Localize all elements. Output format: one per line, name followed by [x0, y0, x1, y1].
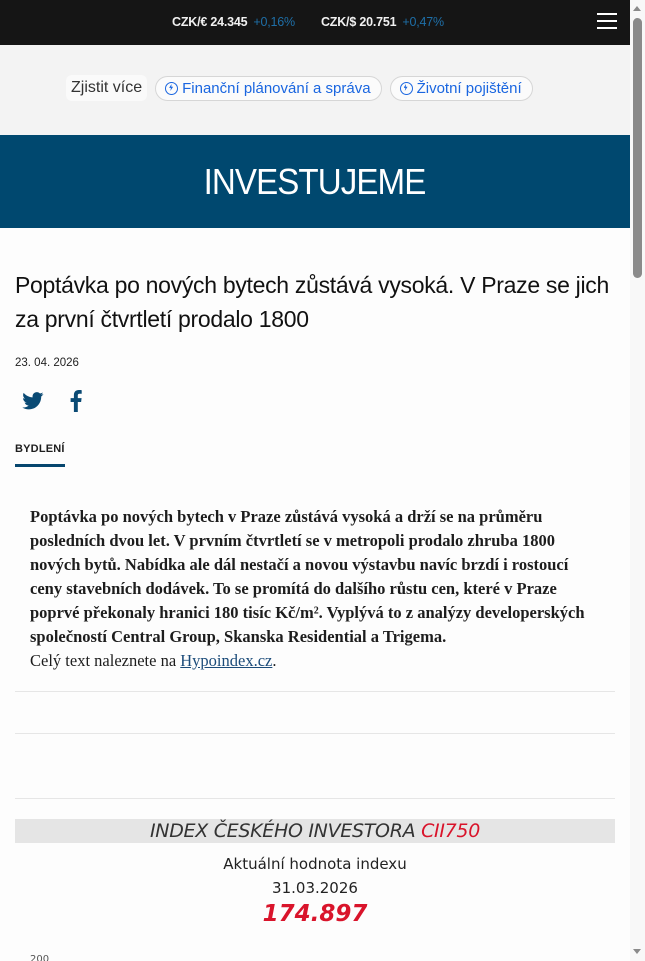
scroll-down-arrow-icon[interactable] — [633, 949, 641, 954]
investor-index-widget — [15, 819, 615, 928]
divider — [15, 691, 615, 692]
article-perex — [30, 505, 600, 673]
ticker-change: +0,16% — [253, 15, 295, 29]
perex-text: Poptávka po nových bytech v Praze zůstává vysoká a drží se na průměru posledních dvou let. V prvním čtvrtletí se v metropoli prodalo zhruba 1800 nových bytů. Nabídka ale dál nestačí a novou výstavbu navíc brzdí i rostoucí ceny stavebních dodávek. To se promítá do dalšího růstu cen, které v Praze poprvé překonaly hranici 180 tisíc Kč/m². Vyplývá to z analýzy developerských společností Central Group, Skanska Residential a Trigema. — [30, 507, 585, 646]
scrollbar-thumb[interactable] — [633, 18, 642, 278]
bolt-circle-icon — [400, 82, 413, 95]
article-date: 23. 04. 2026 — [15, 357, 79, 369]
chip-zivotni-pojisteni[interactable] — [390, 76, 533, 101]
hypoindex-link[interactable]: Hypoindex.cz — [180, 651, 273, 670]
twitter-icon[interactable] — [22, 392, 44, 410]
ad-link-chips — [0, 45, 630, 135]
share-buttons — [15, 386, 615, 416]
divider — [15, 733, 615, 734]
brand-logo[interactable]: INVESTUJEME — [204, 160, 426, 202]
chip-label: Životní pojištění — [416, 79, 522, 97]
vertical-scrollbar[interactable] — [630, 0, 645, 961]
hamburger-menu-icon[interactable] — [597, 13, 617, 31]
ticker-pair: CZK/$ 20.751 — [320, 15, 397, 29]
index-code: CII750 — [421, 820, 481, 842]
chart-axis-tick: 200 — [30, 954, 50, 961]
ticker-change: +0,47% — [402, 15, 444, 29]
currency-ticker — [172, 15, 444, 29]
index-date: 31.03.2026 — [272, 879, 358, 897]
facebook-icon[interactable] — [70, 390, 82, 412]
index-value: 174.897 — [262, 901, 368, 927]
read-more-suffix: . — [272, 651, 277, 670]
category-tag[interactable]: BYDLENÍ — [15, 443, 65, 467]
ticker-pair: CZK/€ 24.345 — [172, 15, 248, 29]
index-subtitle: Aktuální hodnota indexu — [223, 855, 407, 873]
bolt-circle-icon — [165, 82, 178, 95]
chips-label: Zjistit více — [66, 75, 147, 101]
chip-label: Finanční plánování a správa — [182, 79, 371, 97]
ticker-item-usd[interactable] — [321, 15, 444, 29]
index-widget-title — [15, 819, 615, 843]
ticker-item-eur[interactable] — [172, 15, 295, 29]
brand-banner — [0, 135, 630, 228]
chip-financni-planovani[interactable] — [155, 76, 381, 101]
read-more-prefix: Celý text naleznete na — [30, 651, 181, 670]
scroll-up-arrow-icon[interactable] — [633, 6, 641, 11]
divider — [15, 798, 615, 799]
article — [0, 228, 630, 928]
index-title: INDEX ČESKÉHO INVESTORA — [149, 820, 422, 842]
article-title: Poptávka po nových bytech zůstává vysoká. V Praze se jich za první čtvrtletí prodalo 1800 — [15, 272, 609, 332]
currency-ticker-bar — [0, 0, 630, 45]
